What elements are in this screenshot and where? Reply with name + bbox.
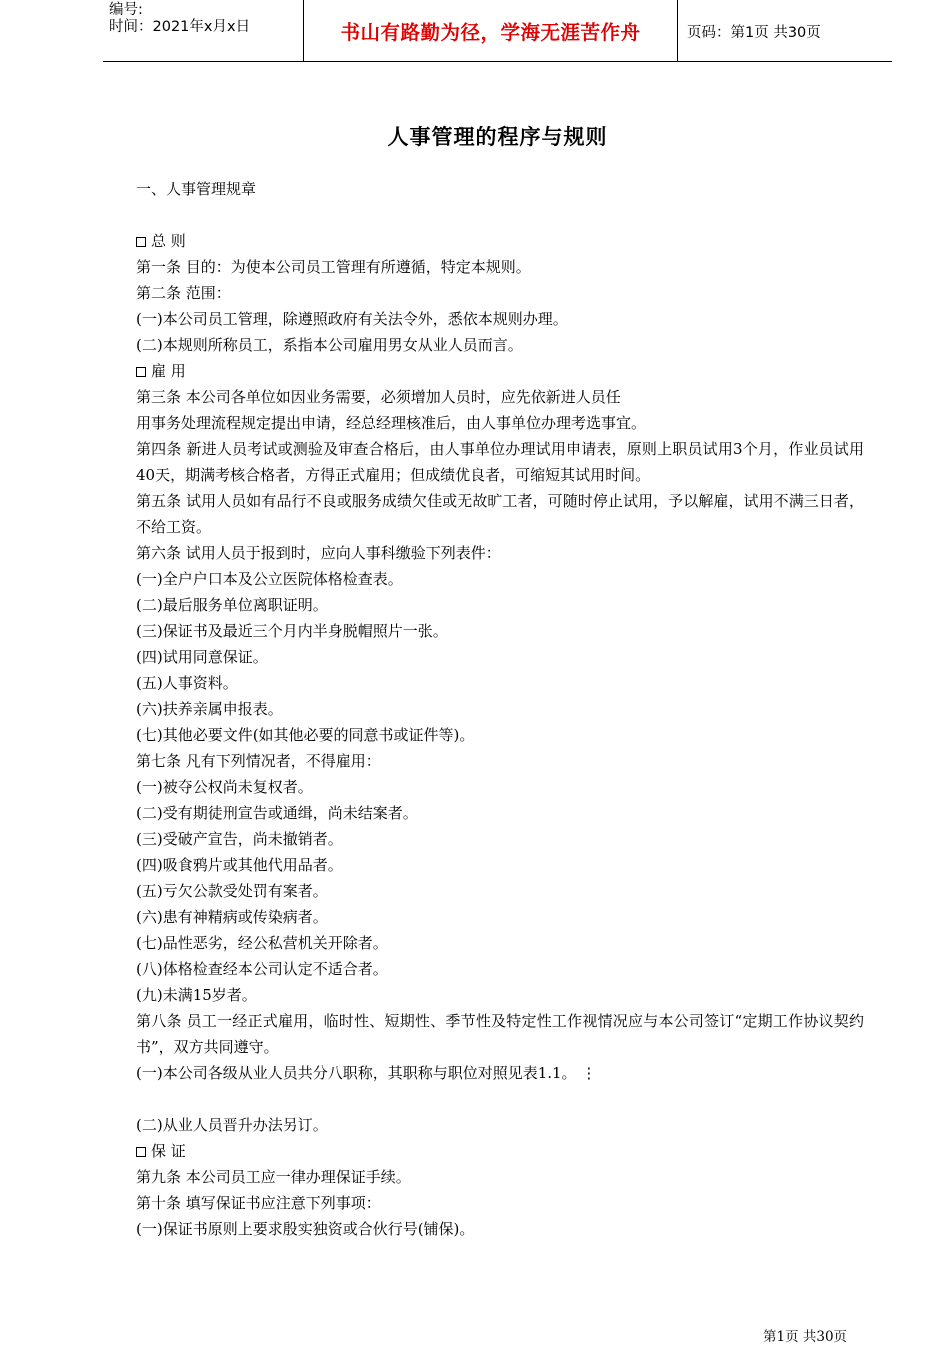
paragraph-text: 一、人事管理规章 — [136, 180, 257, 198]
header-divider — [677, 0, 678, 61]
paragraph — [136, 176, 864, 202]
checkbox-icon — [136, 367, 146, 377]
paragraph-text: (一)全户户口本及公立医院体格检查表。 — [136, 570, 403, 588]
checkbox-icon — [136, 1147, 146, 1157]
document-date: 时间：2021年x月x日 — [109, 19, 251, 35]
paragraph — [136, 852, 864, 878]
paragraph — [136, 1008, 864, 1060]
paragraph — [136, 306, 864, 332]
paragraph — [136, 904, 864, 930]
paragraph-text: (七)其他必要文件(如其他必要的同意书或证件等)。 — [136, 726, 475, 744]
paragraph — [136, 332, 864, 358]
paragraph-text: (一)保证书原则上要求殷实独资或合伙行号(铺保)。 — [136, 1220, 475, 1238]
paragraph-text: 第三条 本公司各单位如因业务需要，必须增加人员时，应先依新进人员任 — [136, 388, 621, 406]
paragraph — [136, 826, 864, 852]
paragraph — [136, 254, 864, 280]
blank-line — [136, 202, 864, 228]
paragraph-text: 第七条 凡有下列情况者，不得雇用： — [136, 752, 381, 770]
paragraph — [136, 956, 864, 982]
paragraph-text: (六)患有神精病或传染病者。 — [136, 908, 328, 926]
paragraph-text: (九)未满15岁者。 — [136, 986, 257, 1004]
paragraph — [136, 982, 864, 1008]
paragraph-text: 第八条 员工一经正式雇用，临时性、短期性、季节性及特定性工作视情况应与本公司签订“定期工作协议契约书”，双方共同遵守。 — [136, 1012, 864, 1056]
paragraph-text: (一)被夺公权尚未复权者。 — [136, 778, 313, 796]
paragraph — [136, 1060, 864, 1086]
paragraph-text: 第九条 本公司员工应一律办理保证手续。 — [136, 1168, 411, 1186]
paragraph-text: 第六条 试用人员于报到时，应向人事科缴验下列表件： — [136, 544, 501, 562]
paragraph — [136, 436, 864, 488]
paragraph-text: (六)扶养亲属申报表。 — [136, 700, 283, 718]
paragraph-text: 雇 用 — [151, 362, 186, 380]
paragraph-text: 第一条 目的：为使本公司员工管理有所遵循，特定本规则。 — [136, 258, 531, 276]
paragraph — [136, 774, 864, 800]
paragraph — [136, 1190, 864, 1216]
paragraph-text: (五)亏欠公款受处罚有案者。 — [136, 882, 328, 900]
paragraph-text: 总 则 — [151, 232, 186, 250]
page-footer: 第1页 共30页 — [763, 1329, 848, 1345]
header-page-info: 页码：第1页 共30页 — [687, 25, 821, 41]
paragraph — [136, 592, 864, 618]
paragraph — [136, 930, 864, 956]
paragraph-text: (四)试用同意保证。 — [136, 648, 268, 666]
paragraph-text: (二)从业人员晋升办法另订。 — [136, 1116, 328, 1134]
paragraph — [136, 1164, 864, 1190]
section-heading — [136, 1138, 864, 1164]
paragraph-text: (二)最后服务单位离职证明。 — [136, 596, 328, 614]
paragraph-text: (二)本规则所称员工，系指本公司雇用男女从业人员而言。 — [136, 336, 523, 354]
section-heading — [136, 358, 864, 384]
paragraph — [136, 696, 864, 722]
paragraph — [136, 280, 864, 306]
paragraph-text: (一)本公司员工管理，除遵照政府有关法令外，悉依本规则办理。 — [136, 310, 568, 328]
paragraph — [136, 540, 864, 566]
paragraph — [136, 1112, 864, 1138]
paragraph-text: (五)人事资料。 — [136, 674, 238, 692]
paragraph-text: (三)受破产宣告，尚未撤销者。 — [136, 830, 343, 848]
paragraph-text: (七)品性恶劣，经公私营机关开除者。 — [136, 934, 388, 952]
section-heading — [136, 228, 864, 254]
paragraph — [136, 644, 864, 670]
header-motto: 书山有路勤为径，学海无涯苦作舟 — [340, 21, 641, 44]
paragraph — [136, 488, 864, 540]
paragraph — [136, 384, 864, 410]
paragraph-text: 用事务处理流程规定提出申请，经总经理核准后，由人事单位办理考选事宜。 — [136, 414, 647, 432]
paragraph — [136, 566, 864, 592]
checkbox-icon — [136, 237, 146, 247]
header-left — [109, 2, 305, 36]
paragraph-text: 保 证 — [151, 1142, 186, 1160]
paragraph — [136, 878, 864, 904]
paragraph — [136, 618, 864, 644]
paragraph — [136, 800, 864, 826]
paragraph-text: (一)本公司各级从业人员共分八职称，其职称与职位对照见表1.1。 ⋮ — [136, 1064, 597, 1082]
document-code-label: 编号: — [109, 2, 143, 18]
page-header — [103, 0, 892, 62]
document-body — [136, 176, 864, 1242]
paragraph — [136, 748, 864, 774]
paragraph — [136, 410, 864, 436]
paragraph — [136, 722, 864, 748]
paragraph-text: (二)受有期徒刑宣告或通缉，尚未结案者。 — [136, 804, 418, 822]
paragraph-text: (三)保证书及最近三个月内半身脱帽照片一张。 — [136, 622, 448, 640]
paragraph-text: 第五条 试用人员如有品行不良或服务成绩欠佳或无故旷工者，可随时停止试用，予以解雇，试用不满三日者，不给工资。 — [136, 492, 864, 536]
paragraph-text: 第十条 填写保证书应注意下列事项： — [136, 1194, 381, 1212]
document-title: 人事管理的程序与规则 — [387, 124, 608, 149]
paragraph-text: 第二条 范围： — [136, 284, 231, 302]
blank-line — [136, 1086, 864, 1112]
paragraph-text: (八)体格检查经本公司认定不适合者。 — [136, 960, 388, 978]
paragraph-text: (四)吸食鸦片或其他代用品者。 — [136, 856, 343, 874]
paragraph-text: 第四条 新进人员考试或测验及审查合格后，由人事单位办理试用申请表，原则上职员试用3个月，作业员试用40天，期满考核合格者，方得正式雇用；但成绩优良者，可缩短其试用时间。 — [136, 440, 864, 484]
paragraph — [136, 1216, 864, 1242]
paragraph — [136, 670, 864, 696]
